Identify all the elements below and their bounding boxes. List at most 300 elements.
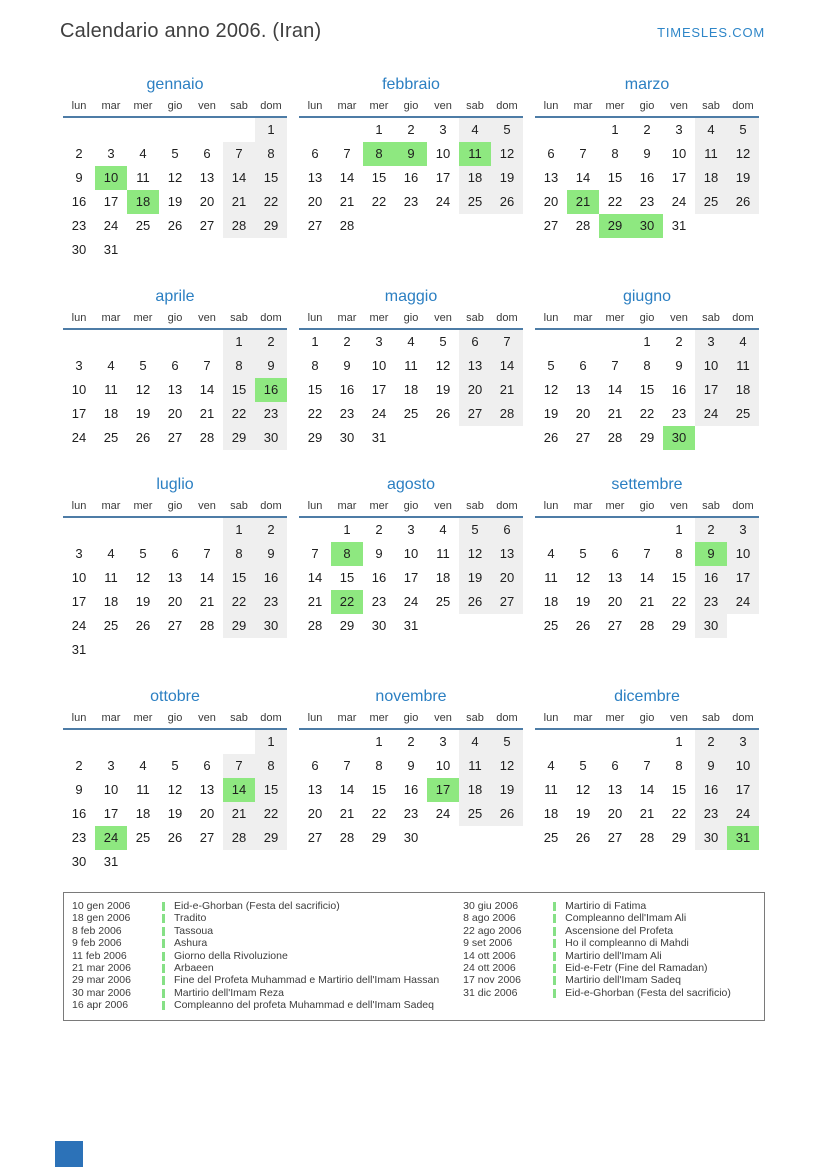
- day-cell: 8: [223, 354, 255, 378]
- day-cell-empty: [159, 330, 191, 354]
- day-cell: 2: [255, 518, 287, 542]
- day-cell: 28: [339, 830, 355, 845]
- day-cell: 2: [255, 330, 287, 354]
- day-cell: 6: [311, 146, 319, 161]
- day-cell: 15: [223, 566, 255, 590]
- day-cell: 3: [675, 122, 683, 137]
- day-cell: 7: [223, 142, 255, 166]
- day-cell: 13: [607, 782, 623, 797]
- day-cell: 4: [107, 546, 115, 561]
- weekday-label: gio: [639, 500, 655, 512]
- day-cell: 24: [71, 618, 87, 633]
- weekday-label: sab: [466, 312, 484, 324]
- day-cell: 8: [363, 142, 395, 166]
- weekday-header-row: [63, 499, 287, 518]
- day-cell: 2: [695, 518, 727, 542]
- day-cell: 20: [607, 806, 623, 821]
- day-cell: 26: [575, 830, 591, 845]
- day-cell: 13: [491, 542, 523, 566]
- day-cell: 11: [459, 754, 491, 778]
- day-cell: 9: [75, 782, 83, 797]
- day-cell: 26: [543, 430, 559, 445]
- day-grid: [299, 118, 523, 238]
- day-cell-empty: [127, 518, 159, 542]
- day-cell: 9: [375, 546, 383, 561]
- day-cell: 5: [171, 146, 179, 161]
- legend-entry-date: 22 ago 2006: [463, 924, 522, 937]
- legend-green-bar-icon: [553, 927, 556, 936]
- day-cell: 22: [371, 194, 387, 209]
- day-cell: 13: [307, 782, 323, 797]
- legend-entry-date: 30 giu 2006: [463, 900, 519, 912]
- day-cell: 31: [727, 826, 759, 850]
- day-cell: 15: [671, 782, 687, 797]
- day-cell: 11: [436, 546, 450, 561]
- weekday-label: mar: [101, 500, 121, 512]
- day-cell: 18: [727, 378, 759, 402]
- day-cell: 27: [491, 590, 523, 614]
- day-cell-empty: [535, 730, 567, 754]
- month-title: gennaio: [146, 76, 204, 93]
- legend-entry: [72, 999, 456, 1011]
- legend-green-bar-icon: [553, 952, 556, 961]
- legend-entry-date: 29 mar 2006: [72, 974, 131, 987]
- weekday-label: lun: [71, 312, 87, 324]
- day-cell-empty: [599, 518, 631, 542]
- legend-entry-label: Fine del Profeta Muhammad e Martirio dell'Imam Hassan: [174, 974, 440, 987]
- day-cell-empty: [191, 330, 223, 354]
- weekday-label: gio: [167, 312, 183, 324]
- day-cell: 14: [607, 382, 623, 397]
- day-cell: 8: [675, 546, 683, 561]
- legend-green-bar-icon: [162, 914, 165, 923]
- day-cell: 6: [203, 146, 211, 161]
- weekday-label: gio: [167, 712, 183, 724]
- day-cell: 5: [139, 546, 147, 561]
- legend-column-left: [72, 900, 456, 1012]
- day-cell: 24: [727, 802, 759, 826]
- day-cell: 7: [343, 146, 351, 161]
- weekday-label: dom: [496, 100, 518, 112]
- day-cell: 4: [107, 358, 115, 373]
- day-cell: 10: [695, 354, 727, 378]
- day-cell-empty: [567, 730, 599, 754]
- weekday-label: ven: [198, 500, 216, 512]
- day-cell: 22: [671, 806, 687, 821]
- day-cell: 16: [71, 194, 87, 209]
- month-gennaio: [63, 75, 287, 262]
- day-cell: 6: [491, 518, 523, 542]
- weekday-label: mer: [605, 100, 625, 112]
- legend-entry: [456, 937, 758, 949]
- day-cell: 14: [199, 382, 215, 397]
- legend-entry: [456, 962, 758, 974]
- day-cell: 5: [727, 118, 759, 142]
- day-cell: 4: [695, 118, 727, 142]
- day-cell: 14: [491, 354, 523, 378]
- day-cell: 8: [611, 146, 619, 161]
- day-cell: 26: [491, 190, 523, 214]
- day-cell: 25: [543, 830, 559, 845]
- weekday-label: ven: [670, 500, 688, 512]
- day-cell: 15: [371, 170, 387, 185]
- weekday-label: mer: [605, 500, 625, 512]
- month-agosto: [299, 475, 523, 638]
- weekday-label: lun: [543, 712, 559, 724]
- day-cell: 6: [203, 758, 211, 773]
- day-cell-empty: [95, 330, 127, 354]
- legend-green-bar-icon: [553, 976, 556, 985]
- weekday-label: sab: [702, 500, 720, 512]
- day-cell: 18: [459, 778, 491, 802]
- day-cell: 13: [607, 570, 623, 585]
- day-cell: 27: [543, 218, 559, 233]
- day-cell: 3: [727, 518, 759, 542]
- day-cell: 31: [71, 642, 87, 657]
- day-cell: 20: [167, 406, 183, 421]
- day-cell: 1: [675, 522, 683, 537]
- day-cell: 5: [491, 118, 523, 142]
- legend-green-bar-icon: [553, 989, 556, 998]
- weekday-label: mar: [101, 312, 121, 324]
- legend-entry-label: Martirio dell'Imam Ali: [565, 949, 662, 962]
- weekday-label: mar: [337, 500, 357, 512]
- day-cell: 6: [611, 546, 619, 561]
- day-cell: 18: [695, 166, 727, 190]
- day-cell: 27: [199, 218, 215, 233]
- weekday-label: lun: [71, 712, 87, 724]
- day-cell: 7: [579, 146, 587, 161]
- legend-entry-label: Martirio dell'Imam Reza: [174, 986, 284, 999]
- day-cell: 21: [223, 802, 255, 826]
- day-cell-empty: [95, 118, 127, 142]
- day-cell: 14: [307, 570, 323, 585]
- weekday-label: dom: [260, 500, 282, 512]
- day-cell: 18: [543, 594, 559, 609]
- day-cell: 17: [71, 594, 87, 609]
- day-cell: 28: [339, 218, 355, 233]
- weekday-label: gio: [403, 100, 419, 112]
- weekday-label: sab: [702, 100, 720, 112]
- weekday-label: dom: [732, 312, 754, 324]
- day-cell: 23: [339, 406, 355, 421]
- day-cell: 4: [139, 758, 147, 773]
- weekday-label: ven: [434, 500, 452, 512]
- weekday-label: mer: [133, 312, 153, 324]
- day-cell: 27: [575, 430, 591, 445]
- day-cell: 7: [311, 546, 319, 561]
- month-title: giugno: [622, 288, 672, 305]
- weekday-label: mer: [133, 500, 153, 512]
- month-title: luglio: [156, 476, 194, 493]
- legend-entry: [72, 900, 456, 912]
- day-cell: 17: [427, 778, 459, 802]
- day-grid: [299, 330, 523, 450]
- day-cell: 23: [695, 590, 727, 614]
- day-cell: 19: [135, 594, 151, 609]
- weekday-label: mar: [337, 100, 357, 112]
- legend-entry-date: 31 dic 2006: [463, 986, 518, 999]
- day-cell: 30: [255, 614, 287, 638]
- weekday-label: gio: [639, 712, 655, 724]
- weekday-label: mer: [369, 500, 389, 512]
- day-cell: 27: [167, 430, 183, 445]
- day-cell: 4: [459, 118, 491, 142]
- weekday-header-row: [535, 711, 759, 730]
- legend-entry-label: Giorno della Rivoluzione: [174, 949, 288, 962]
- day-cell: 2: [343, 334, 351, 349]
- day-cell: 18: [459, 166, 491, 190]
- day-cell: 19: [459, 566, 491, 590]
- day-cell-empty: [535, 330, 567, 354]
- day-cell: 16: [255, 566, 287, 590]
- weekday-header-row: [299, 499, 523, 518]
- day-cell: 12: [543, 382, 559, 397]
- day-cell: 24: [71, 430, 87, 445]
- day-cell: 1: [343, 522, 351, 537]
- day-cell-empty: [223, 118, 255, 142]
- day-cell: 31: [403, 618, 419, 633]
- legend-entry-label: Eid-e-Ghorban (Festa del sacrificio): [565, 986, 731, 999]
- day-cell: 12: [135, 570, 151, 585]
- weekday-label: mer: [369, 712, 389, 724]
- day-cell: 10: [727, 754, 759, 778]
- day-cell: 29: [671, 830, 687, 845]
- legend-green-bar-icon: [553, 939, 556, 948]
- day-cell: 6: [547, 146, 555, 161]
- day-cell: 22: [255, 190, 287, 214]
- day-cell: 19: [167, 806, 183, 821]
- day-cell: 8: [311, 358, 319, 373]
- day-cell: 25: [403, 406, 419, 421]
- day-cell: 21: [223, 190, 255, 214]
- day-cell: 12: [459, 542, 491, 566]
- day-cell: 13: [307, 170, 323, 185]
- weekday-label: gio: [403, 500, 419, 512]
- day-cell: 18: [543, 806, 559, 821]
- day-cell: 10: [71, 570, 87, 585]
- legend-entry: [72, 987, 456, 999]
- legend-green-bar-icon: [553, 964, 556, 973]
- day-cell-empty: [159, 518, 191, 542]
- day-cell: 17: [371, 382, 387, 397]
- day-cell: 2: [407, 734, 415, 749]
- legend-entry-date: 14 ott 2006: [463, 949, 516, 962]
- weekday-label: dom: [496, 500, 518, 512]
- day-cell-empty: [631, 518, 663, 542]
- day-cell: 25: [727, 402, 759, 426]
- legend-entry: [72, 950, 456, 962]
- day-cell: 26: [167, 218, 183, 233]
- day-cell: 28: [199, 618, 215, 633]
- day-cell: 8: [223, 542, 255, 566]
- day-cell: 3: [75, 546, 83, 561]
- day-cell: 24: [435, 194, 451, 209]
- day-cell: 31: [103, 242, 119, 257]
- day-cell: 4: [407, 334, 415, 349]
- day-cell: 1: [643, 334, 651, 349]
- legend-entry-date: 17 nov 2006: [463, 974, 521, 987]
- day-cell: 17: [103, 194, 119, 209]
- day-grid: [63, 118, 287, 262]
- month-settembre: [535, 475, 759, 638]
- day-cell: 16: [639, 170, 655, 185]
- legend-entry: [456, 987, 758, 999]
- month-title: settembre: [611, 476, 683, 493]
- legend-entry-date: 8 ago 2006: [463, 912, 516, 925]
- day-cell: 25: [543, 618, 559, 633]
- day-cell: 5: [579, 546, 587, 561]
- day-cell: 13: [167, 570, 183, 585]
- day-cell: 27: [607, 830, 623, 845]
- day-cell-empty: [63, 518, 95, 542]
- day-cell: 15: [607, 170, 623, 185]
- day-cell: 1: [255, 118, 287, 142]
- day-cell: 18: [135, 806, 151, 821]
- weekday-label: mer: [133, 712, 153, 724]
- day-cell: 19: [575, 806, 591, 821]
- legend-entry-date: 8 feb 2006: [72, 924, 122, 937]
- legend-entry: [456, 925, 758, 937]
- day-cell-empty: [159, 730, 191, 754]
- day-cell: 22: [639, 406, 655, 421]
- day-cell: 24: [103, 218, 119, 233]
- month-title: agosto: [386, 476, 436, 493]
- day-cell: 27: [459, 402, 491, 426]
- weekday-label: mar: [101, 100, 121, 112]
- month-title: novembre: [375, 688, 447, 705]
- day-cell: 6: [459, 330, 491, 354]
- brand-link[interactable]: TIMESLES.COM: [657, 25, 765, 40]
- day-cell: 12: [575, 782, 591, 797]
- day-cell: 12: [491, 754, 523, 778]
- day-cell: 26: [167, 830, 183, 845]
- day-cell: 8: [375, 758, 383, 773]
- day-cell: 21: [491, 378, 523, 402]
- day-cell-empty: [331, 118, 363, 142]
- day-cell: 30: [403, 830, 419, 845]
- day-cell: 15: [671, 570, 687, 585]
- day-cell: 22: [255, 802, 287, 826]
- day-cell: 14: [339, 170, 355, 185]
- weekday-label: sab: [702, 312, 720, 324]
- day-grid: [63, 518, 287, 662]
- day-cell: 9: [255, 542, 287, 566]
- day-cell: 2: [407, 122, 415, 137]
- day-cell: 11: [695, 142, 727, 166]
- day-cell: 24: [403, 594, 419, 609]
- day-cell: 11: [136, 782, 150, 797]
- weekday-label: lun: [71, 500, 87, 512]
- day-grid: [63, 730, 287, 874]
- day-cell: 8: [643, 358, 651, 373]
- day-cell: 4: [727, 330, 759, 354]
- day-grid: [299, 730, 523, 850]
- day-cell: 19: [135, 406, 151, 421]
- day-cell-empty: [191, 518, 223, 542]
- day-cell: 31: [371, 430, 387, 445]
- month-aprile: [63, 287, 287, 450]
- day-cell-empty: [223, 730, 255, 754]
- day-cell: 29: [223, 426, 255, 450]
- day-cell: 9: [255, 354, 287, 378]
- day-cell: 17: [695, 378, 727, 402]
- day-cell: 21: [567, 190, 599, 214]
- day-cell: 23: [403, 194, 419, 209]
- day-cell: 30: [371, 618, 387, 633]
- day-cell: 27: [607, 618, 623, 633]
- day-cell: 23: [403, 806, 419, 821]
- day-cell: 20: [307, 806, 323, 821]
- day-grid: [535, 118, 759, 238]
- day-cell: 24: [695, 402, 727, 426]
- day-cell: 10: [435, 758, 451, 773]
- legend-entry-date: 9 set 2006: [463, 937, 513, 950]
- day-cell: 22: [371, 806, 387, 821]
- day-cell: 30: [71, 242, 87, 257]
- legend-entry: [456, 900, 758, 912]
- day-cell: 16: [671, 382, 687, 397]
- day-cell: 19: [727, 166, 759, 190]
- day-cell: 3: [439, 734, 447, 749]
- day-cell: 15: [639, 382, 655, 397]
- day-cell: 20: [307, 194, 323, 209]
- day-cell: 26: [435, 406, 451, 421]
- day-cell: 30: [695, 826, 727, 850]
- day-cell: 1: [223, 518, 255, 542]
- month-dicembre: [535, 687, 759, 850]
- day-cell: 20: [167, 594, 183, 609]
- weekday-label: mar: [337, 712, 357, 724]
- month-giugno: [535, 287, 759, 450]
- weekday-label: mer: [369, 312, 389, 324]
- day-cell: 12: [575, 570, 591, 585]
- day-cell: 23: [71, 218, 87, 233]
- day-cell: 16: [695, 778, 727, 802]
- day-cell-empty: [63, 730, 95, 754]
- day-cell: 18: [403, 382, 419, 397]
- legend-entry-label: Tradito: [174, 912, 207, 925]
- day-cell: 2: [75, 146, 83, 161]
- day-cell: 4: [139, 146, 147, 161]
- weekday-header-row: [63, 711, 287, 730]
- day-cell: 12: [435, 358, 451, 373]
- day-cell-empty: [331, 730, 363, 754]
- legend-green-bar-icon: [553, 914, 556, 923]
- day-cell: 20: [199, 806, 215, 821]
- day-cell: 9: [343, 358, 351, 373]
- weekday-header-row: [535, 499, 759, 518]
- day-cell: 13: [543, 170, 559, 185]
- weekday-label: sab: [230, 500, 248, 512]
- month-title: aprile: [155, 288, 195, 305]
- day-cell: 4: [547, 546, 555, 561]
- weekday-label: gio: [639, 100, 655, 112]
- weekday-header-row: [299, 99, 523, 118]
- weekday-label: gio: [403, 312, 419, 324]
- day-cell: 14: [639, 570, 655, 585]
- page-header: [0, 0, 827, 48]
- day-cell: 15: [255, 166, 287, 190]
- weekday-label: dom: [260, 100, 282, 112]
- month-maggio: [299, 287, 523, 450]
- month-title: ottobre: [150, 688, 200, 705]
- day-cell: 12: [135, 382, 151, 397]
- weekday-label: sab: [230, 312, 248, 324]
- day-cell: 22: [307, 406, 323, 421]
- day-cell-empty: [535, 518, 567, 542]
- day-cell: 7: [611, 358, 619, 373]
